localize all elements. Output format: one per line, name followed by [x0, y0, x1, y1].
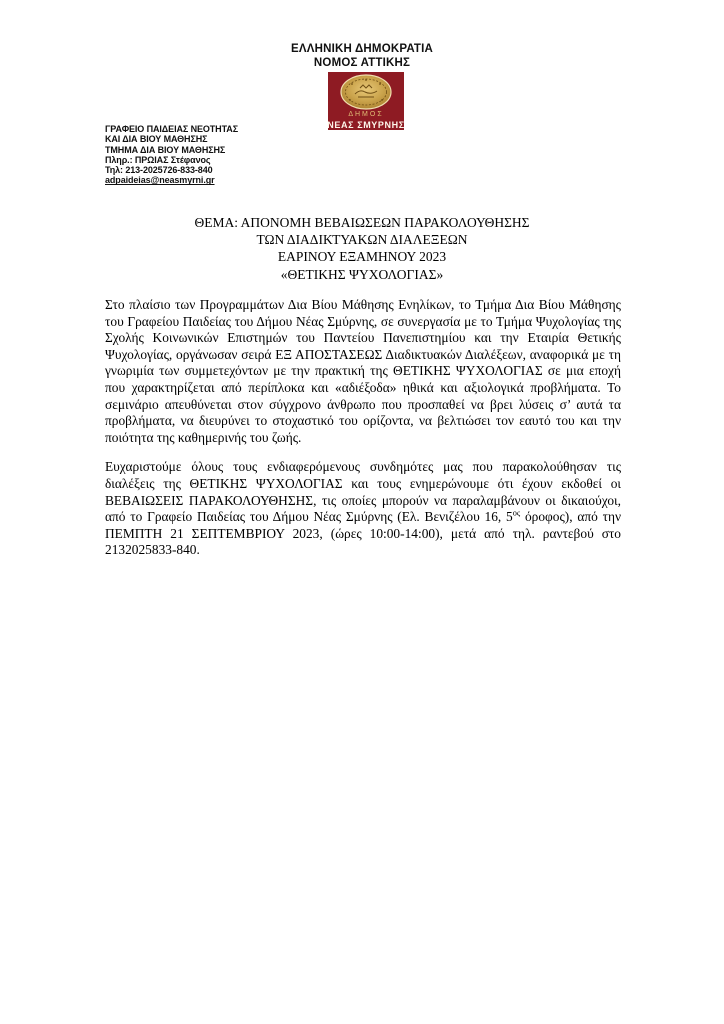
- office-line-1: ΓΡΑΦΕΙΟ ΠΑΙΔΕΙΑΣ ΝΕΟΤΗΤΑΣ: [105, 124, 238, 134]
- phone-line: Τηλ: 213-2025726-833-840: [105, 165, 213, 176]
- subject-line-3: ΕΑΡΙΝΟΥ ΕΞΑΜΗΝΟΥ 2023: [277, 249, 447, 265]
- paragraph-2-text-end: όροφος), από την ΠΕΜΠΤΗ 21 ΣΕΠΤΕΜΒΡΙΟΥ 2023, (ώρες 10:00-14:00), μετά από τηλ. ραντεβού στο 2132025833-840.: [105, 509, 622, 558]
- logo-municipality-label: ΔΗΜΟΣ: [348, 111, 384, 118]
- republic-title: ΕΛΛΗΝΙΚΗ ΔΗΜΟΚΡΑΤΙΑ: [290, 43, 434, 55]
- paragraph-2-text-start: Ευχαριστούμε όλους τους ενδιαφερόμενους συνδημότες μας που παρακολούθησαν τις διαλέξεις της ΘΕΤΙΚΗΣ ΨΥΧΟΛΟΓΙΑΣ και τους ενημερώνουμε ότι έχουν εκδοθεί οι ΒΕΒΑΙΩΣΕΙΣ ΠΑΡΑΚΟΛΟΥΘΗΣΗΣ, τις οποίες μπορούν να παραλαμβάνουν οι δικαιούχοι, από το Γραφείο Παιδείας του Δήμου Νέας Σμύρνης (Ελ. Βενιζέλου 16, 5: [105, 459, 621, 525]
- ordinal-superscript: ος: [512, 508, 521, 518]
- document-body: [105, 297, 621, 559]
- subject-block: [0, 214, 724, 283]
- office-line-2: ΚΑΙ ΔΙΑ ΒΙΟΥ ΜΑΘΗΣΗΣ: [105, 134, 208, 145]
- prefecture-title: ΝΟΜΟΣ ΑΤΤΙΚΗΣ: [313, 57, 411, 69]
- email-link[interactable]: adpaideias@neasmyrni.gr: [105, 175, 215, 186]
- subject-line-4: «ΘΕΤΙΚΗΣ ΨΥΧΟΛΟΓΙΑΣ»: [280, 266, 444, 282]
- logo-municipality-name: ΝΕΑΣ ΣΜΥΡΝΗΣ: [327, 120, 405, 130]
- subject-line-1: ΘΕΜΑ: ΑΠΟΝΟΜΗ ΒΕΒΑΙΩΣΕΩΝ ΠΑΡΑΚΟΛΟΥΘΗΣΗΣ: [194, 215, 530, 230]
- department-line: ΤΜΗΜΑ ΔΙΑ ΒΙΟΥ ΜΑΘΗΣΗΣ: [105, 144, 226, 155]
- body-paragraph-2: [105, 459, 621, 559]
- subject-line-2: ΤΩΝ ΔΙΑΔΙΚΤΥΑΚΩΝ ΔΙΑΛΕΞΕΩΝ: [256, 232, 468, 248]
- contact-person-line: Πληρ.: ΠΡΩΙΑΣ Στέφανος: [105, 154, 211, 165]
- gov-header: [0, 42, 724, 70]
- municipality-logo: [328, 72, 404, 130]
- municipal-seal-icon: [340, 74, 392, 110]
- contact-block: [105, 124, 238, 186]
- body-paragraph-1: Στο πλαίσιο των Προγραμμάτων Δια Βίου Μάθησης Ενηλίκων, το Τμήμα Δια Βίου Μάθησης του Γραφείου Παιδείας του Δήμου Νέας Σμύρνης, σε συνεργασία με το Τμήμα Ψυχολογίας της Σχολής Κοινωνικών Επιστημών του Παντείου Πανεπιστημίου και την Εταιρία Θετικής Ψυχολογίας, οργάνωσαν σειρά ΕΞ ΑΠΟΣΤΑΣΕΩΣ Διαδικτυακών Διαλέξεων, αναφορικά με τη γνωριμία των συμμετεχόντων με την πρακτική της ΘΕΤΙΚΗΣ ΨΥΧΟΛΟΓΙΑΣ σε μια εποχή που χαρακτηρίζεται από περίπλοκα και «αδιέξοδα» ηθικά και αξιολογικά προβλήματα. Το σεμινάριο απευθύνεται στον σύγχρονο άνθρωπο που προσπαθεί να βρει λύσεις σ’ αυτά τα προβλήματα, να διευρύνει το στοχαστικό του ορίζοντα, να βελτιώσει τον εαυτό του και την ποιότητα της καθημερινής του ζωής.: [105, 297, 621, 445]
